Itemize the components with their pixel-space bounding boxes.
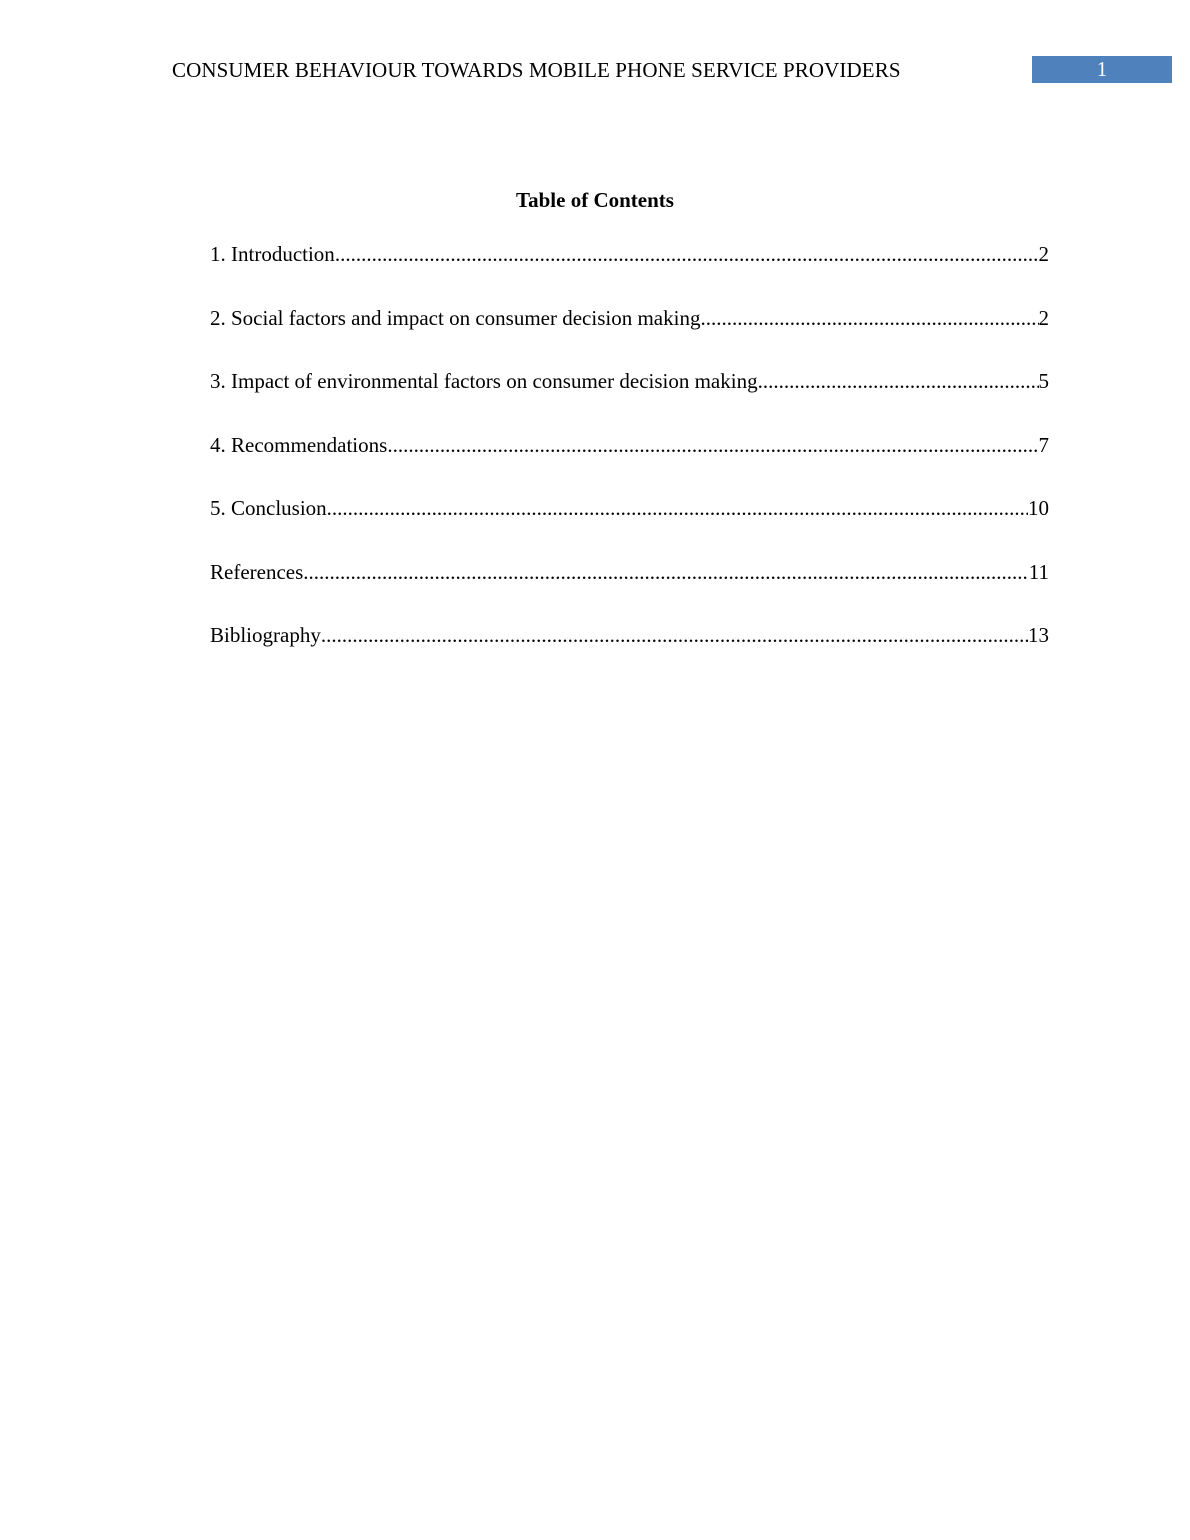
toc-dot-leader bbox=[700, 305, 1038, 331]
toc-dot-leader bbox=[387, 432, 1038, 458]
toc-entry-introduction[interactable] bbox=[210, 241, 1049, 267]
toc-entry-social-factors[interactable] bbox=[210, 305, 1049, 331]
toc-entry-page: 13 bbox=[1028, 623, 1049, 647]
toc-dot-leader bbox=[321, 622, 1028, 648]
running-header-title: CONSUMER BEHAVIOUR TOWARDS MOBILE PHONE SERVICE PROVIDERS bbox=[172, 58, 901, 82]
toc-dot-leader bbox=[327, 495, 1028, 521]
toc-dot-leader bbox=[758, 368, 1039, 394]
toc-heading: Table of Contents bbox=[516, 188, 674, 212]
toc-entry-recommendations[interactable] bbox=[210, 432, 1049, 458]
toc-entry-page: 2 bbox=[1038, 242, 1049, 266]
page-number-badge: 1 bbox=[1032, 56, 1172, 83]
toc-entry-page: 7 bbox=[1038, 432, 1049, 457]
toc-entry-page: 5 bbox=[1038, 369, 1049, 393]
toc-entry-page: 10 bbox=[1028, 496, 1049, 520]
toc-entry-label: 1. Introduction bbox=[210, 242, 335, 266]
toc-entry-label: 4. Recommendations bbox=[210, 432, 388, 457]
toc-entry-environmental-factors[interactable] bbox=[210, 368, 1049, 394]
toc-entry-page: 11 bbox=[1028, 559, 1049, 584]
toc-entry-label: References bbox=[210, 559, 304, 584]
toc-dot-leader bbox=[335, 241, 1039, 267]
toc-entry-conclusion[interactable] bbox=[210, 495, 1049, 521]
toc-entry-label: 5. Conclusion bbox=[210, 496, 327, 520]
toc-entry-label: 2. Social factors and impact on consumer decision making bbox=[210, 305, 701, 330]
toc-dot-leader bbox=[303, 559, 1028, 585]
toc-entry-references[interactable] bbox=[210, 559, 1049, 585]
toc-entry-label: Bibliography bbox=[210, 623, 321, 647]
toc-entry-page: 2 bbox=[1038, 305, 1049, 330]
table-of-contents bbox=[210, 241, 1049, 686]
toc-entry-bibliography[interactable] bbox=[210, 622, 1049, 648]
toc-entry-label: 3. Impact of environmental factors on consumer decision making bbox=[210, 369, 758, 393]
page-header bbox=[0, 56, 1190, 86]
